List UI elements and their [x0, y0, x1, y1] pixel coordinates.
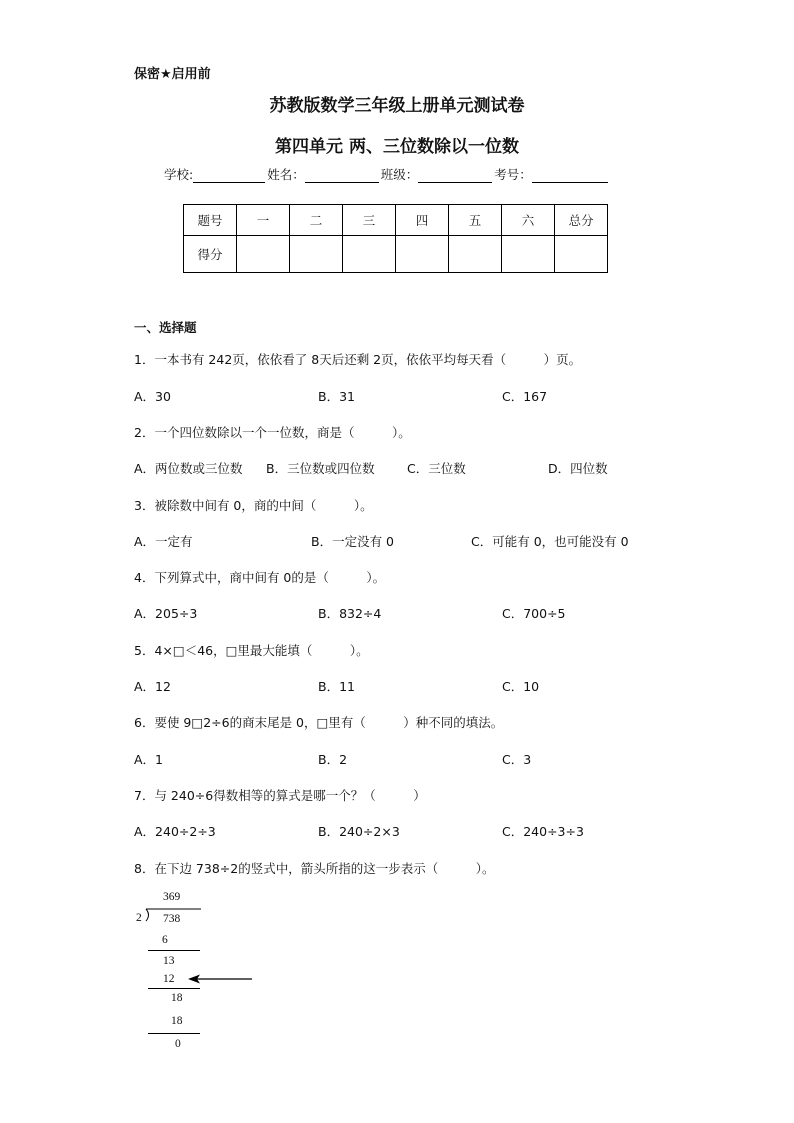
score-header-cell: 六 [502, 205, 555, 236]
option-a[interactable]: A．两位数或三位数 [134, 461, 243, 476]
school-label: 学校: [164, 167, 194, 182]
option-b[interactable]: B．832÷4 [318, 606, 382, 621]
name-label: 姓名： [267, 167, 305, 182]
option-c[interactable]: C．10 [502, 679, 540, 694]
score-cell[interactable] [343, 236, 396, 273]
score-cell[interactable] [555, 236, 608, 273]
option-c[interactable]: C．167 [502, 389, 548, 404]
option-b[interactable]: B．11 [318, 679, 355, 694]
step-line [148, 950, 200, 951]
option-b[interactable]: B．31 [318, 389, 355, 404]
option-c[interactable]: C．3 [502, 752, 532, 767]
option-b[interactable]: B．一定没有 0 [311, 534, 395, 549]
score-header-cell: 一 [237, 205, 290, 236]
score-header-cell: 五 [449, 205, 502, 236]
score-table [183, 204, 608, 273]
step-line [148, 988, 200, 989]
option-d[interactable]: D．四位数 [548, 461, 608, 476]
option-a[interactable]: A．1 [134, 752, 164, 767]
question-6: 6．要使 9□2÷6的商末尾是 0，□里有（ ）种不同的填法。 [134, 715, 504, 730]
score-header-cell: 总分 [555, 205, 608, 236]
score-header-cell: 三 [343, 205, 396, 236]
score-cell[interactable] [449, 236, 502, 273]
question-3: 3．被除数中间有 0，商的中间（ ）。 [134, 498, 373, 513]
question-7: 7．与 240÷6得数相等的算式是哪一个？（ ） [134, 788, 426, 803]
name-field[interactable] [305, 168, 379, 183]
option-b[interactable]: B．三位数或四位数 [266, 461, 375, 476]
option-a[interactable]: A．12 [134, 679, 171, 694]
option-c[interactable]: C．700÷5 [502, 606, 566, 621]
student-info-row [164, 165, 610, 183]
option-a[interactable]: A．205÷3 [134, 606, 198, 621]
step-line [148, 1033, 200, 1034]
division-step-highlighted: 12 [163, 973, 175, 985]
arrow-left-icon [186, 972, 256, 986]
division-step: 6 [162, 934, 168, 946]
section-title: 一、选择题 [134, 320, 197, 335]
score-cell[interactable] [502, 236, 555, 273]
question-5: 5．4×□＜46，□里最大能填（ ）。 [134, 643, 369, 658]
score-row-label: 得分 [184, 236, 237, 273]
option-a[interactable]: A．240÷2÷3 [134, 824, 216, 839]
division-step: 18 [171, 1015, 183, 1027]
question-4: 4．下列算式中，商中间有 0的是（ ）。 [134, 570, 386, 585]
confidential-label: 保密★启用前 [134, 67, 211, 82]
option-c[interactable]: C．三位数 [407, 461, 466, 476]
score-header-cell: 题号 [184, 205, 237, 236]
class-label: 班级： [380, 167, 419, 182]
question-8: 8．在下边 738÷2的竖式中，箭头所指的这一步表示（ ）。 [134, 861, 495, 876]
quotient: 369 [163, 891, 181, 903]
question-2: 2．一个四位数除以一个一位数，商是（ ）。 [134, 425, 411, 440]
unit-title: 第四单元 两、三位数除以一位数 [275, 137, 519, 157]
question-1: 1．一本书有 242页，依依看了 8天后还剩 2页，依依平均每天看（ ）页。 [134, 352, 582, 367]
school-field[interactable] [193, 168, 265, 183]
score-header-cell: 四 [396, 205, 449, 236]
option-c[interactable]: C．可能有 0，也可能没有 0 [471, 534, 629, 549]
score-table-header-row [184, 205, 608, 236]
score-cell[interactable] [237, 236, 290, 273]
option-b[interactable]: B．240÷2×3 [318, 824, 400, 839]
score-header-cell: 二 [290, 205, 343, 236]
score-cell[interactable] [290, 236, 343, 273]
option-a[interactable]: A．30 [134, 389, 171, 404]
divisor: 2 [136, 912, 142, 924]
score-table-score-row [184, 236, 608, 273]
class-field[interactable] [418, 168, 492, 183]
option-b[interactable]: B．2 [318, 752, 348, 767]
exam-number-field[interactable] [532, 168, 608, 183]
division-step: 18 [171, 992, 183, 1004]
option-a[interactable]: A．一定有 [134, 534, 193, 549]
division-step: 13 [163, 955, 175, 967]
dividend: 738 [163, 913, 181, 925]
score-cell[interactable] [396, 236, 449, 273]
exam-number-label: 考号： [494, 167, 532, 182]
long-division-figure [130, 888, 270, 1058]
division-step: 0 [175, 1038, 181, 1050]
option-c[interactable]: C．240÷3÷3 [502, 824, 584, 839]
exam-title: 苏教版数学三年级上册单元测试卷 [269, 96, 525, 116]
